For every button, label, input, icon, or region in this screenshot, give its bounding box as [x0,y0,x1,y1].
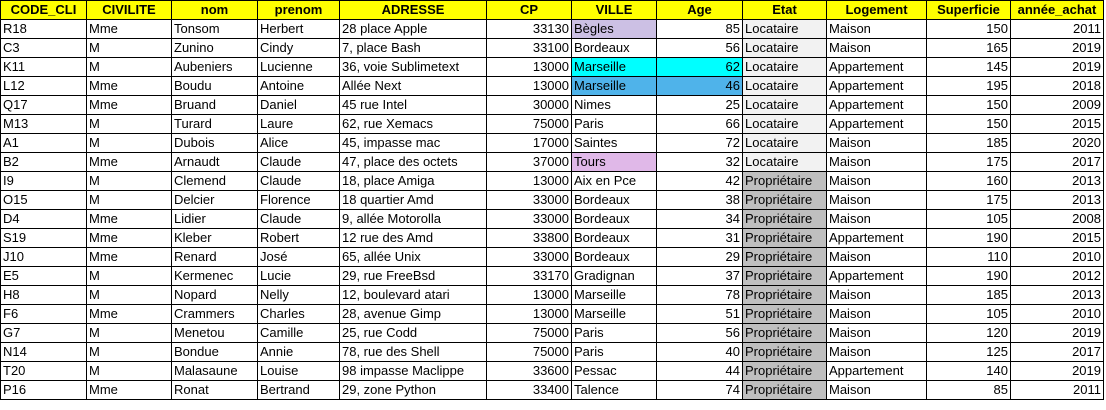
cell-adresse[interactable]: 18 quartier Amd [340,191,487,210]
cell-cp[interactable]: 75000 [487,324,572,343]
cell-cp[interactable]: 13000 [487,286,572,305]
cell-ville[interactable]: Talence [572,381,657,400]
cell-cp[interactable]: 13000 [487,305,572,324]
cell-civilite[interactable]: M [87,134,172,153]
cell-ville[interactable]: Marseille [572,77,657,96]
cell-code-cli[interactable]: C3 [1,39,87,58]
cell-prenom[interactable]: Daniel [258,96,340,115]
cell-adresse[interactable]: 29, zone Python [340,381,487,400]
table-row [1,191,1104,210]
cell-prenom[interactable]: Lucienne [258,58,340,77]
cell-nom[interactable]: Ronat [172,381,258,400]
cell-annee-achat[interactable]: 2009 [1011,96,1104,115]
cell-ville[interactable]: Marseille [572,58,657,77]
cell-logement[interactable]: Maison [827,39,927,58]
cell-etat[interactable]: Locataire [743,134,827,153]
cell-logement[interactable]: Maison [827,210,927,229]
cell-etat[interactable]: Propriétaire [743,362,827,381]
header-annee-achat[interactable]: année_achat [1011,1,1104,20]
table-row [1,324,1104,343]
cell-civilite[interactable]: M [87,343,172,362]
header-cp[interactable]: CP [487,1,572,20]
cell-civilite[interactable]: Mme [87,210,172,229]
cell-age[interactable]: 40 [657,343,743,362]
cell-civilite[interactable]: M [87,39,172,58]
cell-annee-achat[interactable]: 2020 [1011,134,1104,153]
cell-annee-achat[interactable]: 2017 [1011,153,1104,172]
cell-logement[interactable]: Maison [827,343,927,362]
cell-prenom[interactable]: Annie [258,343,340,362]
cell-code-cli[interactable]: N14 [1,343,87,362]
cell-annee-achat[interactable]: 2011 [1011,381,1104,400]
cell-nom[interactable]: Turard [172,115,258,134]
table-row [1,77,1104,96]
cell-logement[interactable]: Appartement [827,362,927,381]
cell-code-cli[interactable]: D4 [1,210,87,229]
cell-logement[interactable]: Appartement [827,267,927,286]
header-age[interactable]: Age [657,1,743,20]
cell-adresse[interactable]: 45 rue Intel [340,96,487,115]
cell-cp[interactable]: 17000 [487,134,572,153]
header-prenom[interactable]: prenom [258,1,340,20]
cell-nom[interactable]: Arnaudt [172,153,258,172]
cell-cp[interactable]: 33130 [487,20,572,39]
cell-superficie[interactable]: 160 [927,172,1011,191]
cell-nom[interactable]: Menetou [172,324,258,343]
cell-ville[interactable]: Bègles [572,20,657,39]
table-row [1,286,1104,305]
cell-logement[interactable]: Appartement [827,58,927,77]
cell-superficie[interactable]: 165 [927,39,1011,58]
cell-etat[interactable]: Propriétaire [743,286,827,305]
header-code-cli[interactable]: CODE_CLI [1,1,87,20]
cell-age[interactable]: 74 [657,381,743,400]
cell-prenom[interactable]: Laure [258,115,340,134]
table-row [1,305,1104,324]
cell-ville[interactable]: Nimes [572,96,657,115]
cell-logement[interactable]: Maison [827,286,927,305]
cell-ville[interactable]: Bordeaux [572,191,657,210]
cell-annee-achat[interactable]: 2019 [1011,324,1104,343]
table-row [1,248,1104,267]
cell-civilite[interactable]: Mme [87,96,172,115]
table-row [1,172,1104,191]
cell-prenom[interactable]: Louise [258,362,340,381]
cell-prenom[interactable]: Herbert [258,20,340,39]
cell-adresse[interactable]: 18, place Amiga [340,172,487,191]
cell-etat[interactable]: Propriétaire [743,248,827,267]
cell-logement[interactable]: Maison [827,305,927,324]
cell-nom[interactable]: Renard [172,248,258,267]
cell-code-cli[interactable]: S19 [1,229,87,248]
cell-adresse[interactable]: 29, rue FreeBsd [340,267,487,286]
cell-prenom[interactable]: Camille [258,324,340,343]
cell-ville[interactable]: Saintes [572,134,657,153]
cell-superficie[interactable]: 190 [927,267,1011,286]
cell-cp[interactable]: 75000 [487,343,572,362]
cell-nom[interactable]: Zunino [172,39,258,58]
cell-nom[interactable]: Delcier [172,191,258,210]
cell-nom[interactable]: Clemend [172,172,258,191]
cell-civilite[interactable]: M [87,58,172,77]
cell-adresse[interactable]: 65, allée Unix [340,248,487,267]
cell-logement[interactable]: Maison [827,381,927,400]
cell-civilite[interactable]: Mme [87,248,172,267]
table-row [1,210,1104,229]
cell-superficie[interactable]: 150 [927,96,1011,115]
cell-prenom[interactable]: José [258,248,340,267]
cell-cp[interactable]: 33170 [487,267,572,286]
cell-annee-achat[interactable]: 2010 [1011,248,1104,267]
cell-adresse[interactable]: 62, rue Xemacs [340,115,487,134]
cell-superficie[interactable]: 195 [927,77,1011,96]
cell-code-cli[interactable]: H8 [1,286,87,305]
cell-superficie[interactable]: 110 [927,248,1011,267]
cell-etat[interactable]: Propriétaire [743,267,827,286]
cell-adresse[interactable]: 98 impasse Maclippe [340,362,487,381]
header-superficie[interactable]: Superficie [927,1,1011,20]
table-row [1,362,1104,381]
cell-age[interactable]: 42 [657,172,743,191]
cell-cp[interactable]: 33600 [487,362,572,381]
cell-civilite[interactable]: Mme [87,229,172,248]
cell-adresse[interactable]: 36, voie Sublimetext [340,58,487,77]
cell-nom[interactable]: Bruand [172,96,258,115]
cell-code-cli[interactable]: K11 [1,58,87,77]
cell-code-cli[interactable]: J10 [1,248,87,267]
cell-age[interactable]: 38 [657,191,743,210]
cell-civilite[interactable]: M [87,191,172,210]
cell-etat[interactable]: Propriétaire [743,229,827,248]
cell-superficie[interactable]: 150 [927,115,1011,134]
cell-age[interactable]: 34 [657,210,743,229]
cell-adresse[interactable]: 12 rue des Amd [340,229,487,248]
table-row [1,96,1104,115]
table-row [1,39,1104,58]
cell-annee-achat[interactable]: 2019 [1011,39,1104,58]
cell-adresse[interactable]: 9, allée Motorolla [340,210,487,229]
cell-nom[interactable]: Nopard [172,286,258,305]
cell-etat[interactable]: Propriétaire [743,210,827,229]
cell-code-cli[interactable]: L12 [1,77,87,96]
cell-civilite[interactable]: M [87,362,172,381]
cell-cp[interactable]: 13000 [487,58,572,77]
cell-code-cli[interactable]: P16 [1,381,87,400]
cell-etat[interactable]: Locataire [743,20,827,39]
cell-ville[interactable]: Bordeaux [572,248,657,267]
cell-prenom[interactable]: Nelly [258,286,340,305]
cell-code-cli[interactable]: T20 [1,362,87,381]
cell-logement[interactable]: Maison [827,172,927,191]
cell-ville[interactable]: Marseille [572,305,657,324]
cell-ville[interactable]: Paris [572,115,657,134]
cell-ville[interactable]: Paris [572,324,657,343]
header-logement[interactable]: Logement [827,1,927,20]
cell-civilite[interactable]: M [87,324,172,343]
cell-ville[interactable]: Marseille [572,286,657,305]
cell-ville[interactable]: Aix en Pce [572,172,657,191]
cell-etat[interactable]: Locataire [743,153,827,172]
cell-annee-achat[interactable]: 2015 [1011,229,1104,248]
cell-etat[interactable]: Propriétaire [743,381,827,400]
cell-superficie[interactable]: 105 [927,305,1011,324]
cell-nom[interactable]: Kermenec [172,267,258,286]
table-row [1,58,1104,77]
cell-prenom[interactable]: Claude [258,210,340,229]
cell-superficie[interactable]: 120 [927,324,1011,343]
cell-nom[interactable]: Boudu [172,77,258,96]
cell-logement[interactable]: Maison [827,20,927,39]
cell-prenom[interactable]: Claude [258,153,340,172]
cell-civilite[interactable]: M [87,267,172,286]
cell-cp[interactable]: 33000 [487,191,572,210]
cell-logement[interactable]: Appartement [827,96,927,115]
cell-superficie[interactable]: 145 [927,58,1011,77]
cell-age[interactable]: 72 [657,134,743,153]
cell-nom[interactable]: Malasaune [172,362,258,381]
table-row [1,20,1104,39]
table-row [1,267,1104,286]
cell-nom[interactable]: Dubois [172,134,258,153]
cell-code-cli[interactable]: F6 [1,305,87,324]
cell-annee-achat[interactable]: 2018 [1011,77,1104,96]
cell-civilite[interactable]: M [87,115,172,134]
cell-civilite[interactable]: Mme [87,77,172,96]
cell-superficie[interactable]: 150 [927,20,1011,39]
cell-superficie[interactable]: 185 [927,286,1011,305]
header-adresse[interactable]: ADRESSE [340,1,487,20]
cell-code-cli[interactable]: Q17 [1,96,87,115]
cell-nom[interactable]: Aubeniers [172,58,258,77]
table-row [1,115,1104,134]
table-row [1,229,1104,248]
cell-ville[interactable]: Paris [572,343,657,362]
cell-superficie[interactable]: 175 [927,153,1011,172]
cell-adresse[interactable]: 45, impasse mac [340,134,487,153]
cell-code-cli[interactable]: B2 [1,153,87,172]
cell-cp[interactable]: 13000 [487,172,572,191]
cell-annee-achat[interactable]: 2013 [1011,172,1104,191]
cell-prenom[interactable]: Alice [258,134,340,153]
cell-logement[interactable]: Maison [827,153,927,172]
cell-superficie[interactable]: 105 [927,210,1011,229]
cell-code-cli[interactable]: G7 [1,324,87,343]
cell-logement[interactable]: Maison [827,191,927,210]
header-row [1,1,1104,20]
cell-superficie[interactable]: 190 [927,229,1011,248]
cell-prenom[interactable]: Antoine [258,77,340,96]
cell-adresse[interactable]: 7, place Bash [340,39,487,58]
header-civilite[interactable]: CIVILITE [87,1,172,20]
cell-logement[interactable]: Appartement [827,77,927,96]
table-row [1,381,1104,400]
cell-annee-achat[interactable]: 2013 [1011,286,1104,305]
cell-logement[interactable]: Maison [827,324,927,343]
cell-age[interactable]: 31 [657,229,743,248]
cell-age[interactable]: 37 [657,267,743,286]
cell-age[interactable]: 78 [657,286,743,305]
cell-etat[interactable]: Propriétaire [743,191,827,210]
cell-etat[interactable]: Locataire [743,115,827,134]
cell-etat[interactable]: Propriétaire [743,324,827,343]
cell-cp[interactable]: 37000 [487,153,572,172]
cell-prenom[interactable]: Claude [258,172,340,191]
cell-etat[interactable]: Propriétaire [743,343,827,362]
cell-prenom[interactable]: Bertrand [258,381,340,400]
cell-code-cli[interactable]: A1 [1,134,87,153]
cell-age[interactable]: 56 [657,39,743,58]
header-etat[interactable]: Etat [743,1,827,20]
header-nom[interactable]: nom [172,1,258,20]
cell-age[interactable]: 29 [657,248,743,267]
cell-age[interactable]: 44 [657,362,743,381]
cell-nom[interactable]: Kleber [172,229,258,248]
cell-superficie[interactable]: 85 [927,381,1011,400]
cell-nom[interactable]: Bondue [172,343,258,362]
cell-cp[interactable]: 33800 [487,229,572,248]
cell-adresse[interactable]: Allée Next [340,77,487,96]
cell-prenom[interactable]: Florence [258,191,340,210]
cell-ville[interactable]: Tours [572,153,657,172]
cell-annee-achat[interactable]: 2012 [1011,267,1104,286]
cell-logement[interactable]: Appartement [827,115,927,134]
cell-civilite[interactable]: Mme [87,153,172,172]
cell-code-cli[interactable]: O15 [1,191,87,210]
cell-annee-achat[interactable]: 2017 [1011,343,1104,362]
cell-prenom[interactable]: Cindy [258,39,340,58]
cell-adresse[interactable]: 12, boulevard atari [340,286,487,305]
cell-ville[interactable]: Bordeaux [572,229,657,248]
cell-superficie[interactable]: 175 [927,191,1011,210]
cell-etat[interactable]: Locataire [743,77,827,96]
cell-code-cli[interactable]: R18 [1,20,87,39]
cell-etat[interactable]: Locataire [743,39,827,58]
cell-civilite[interactable]: Mme [87,381,172,400]
cell-age[interactable]: 32 [657,153,743,172]
cell-superficie[interactable]: 185 [927,134,1011,153]
cell-superficie[interactable]: 140 [927,362,1011,381]
cell-adresse[interactable]: 28, avenue Gimp [340,305,487,324]
cell-logement[interactable]: Maison [827,248,927,267]
header-ville[interactable]: VILLE [572,1,657,20]
cell-age[interactable]: 46 [657,77,743,96]
cell-civilite[interactable]: M [87,286,172,305]
cell-age[interactable]: 66 [657,115,743,134]
table-row [1,343,1104,362]
cell-cp[interactable]: 33400 [487,381,572,400]
cell-age[interactable]: 85 [657,20,743,39]
cell-annee-achat[interactable]: 2013 [1011,191,1104,210]
cell-cp[interactable]: 30000 [487,96,572,115]
cell-annee-achat[interactable]: 2015 [1011,115,1104,134]
cell-prenom[interactable]: Robert [258,229,340,248]
cell-cp[interactable]: 33000 [487,210,572,229]
table-row [1,134,1104,153]
cell-ville[interactable]: Bordeaux [572,39,657,58]
table-row [1,153,1104,172]
cell-annee-achat[interactable]: 2019 [1011,58,1104,77]
cell-logement[interactable]: Appartement [827,229,927,248]
cell-annee-achat[interactable]: 2011 [1011,20,1104,39]
cell-adresse[interactable]: 47, place des octets [340,153,487,172]
cell-cp[interactable]: 75000 [487,115,572,134]
cell-prenom[interactable]: Charles [258,305,340,324]
cell-nom[interactable]: Tonsom [172,20,258,39]
cell-etat[interactable]: Locataire [743,58,827,77]
cell-age[interactable]: 51 [657,305,743,324]
cell-age[interactable]: 56 [657,324,743,343]
cell-age[interactable]: 62 [657,58,743,77]
cell-annee-achat[interactable]: 2010 [1011,305,1104,324]
cell-adresse[interactable]: 25, rue Codd [340,324,487,343]
cell-cp[interactable]: 13000 [487,77,572,96]
cell-age[interactable]: 25 [657,96,743,115]
cell-ville[interactable]: Gradignan [572,267,657,286]
cell-code-cli[interactable]: M13 [1,115,87,134]
cell-adresse[interactable]: 28 place Apple [340,20,487,39]
cell-logement[interactable]: Maison [827,134,927,153]
cell-etat[interactable]: Propriétaire [743,172,827,191]
cell-cp[interactable]: 33100 [487,39,572,58]
cell-civilite[interactable]: Mme [87,20,172,39]
cell-civilite[interactable]: M [87,172,172,191]
cell-annee-achat[interactable]: 2019 [1011,362,1104,381]
cell-nom[interactable]: Crammers [172,305,258,324]
cell-code-cli[interactable]: E5 [1,267,87,286]
cell-prenom[interactable]: Lucie [258,267,340,286]
cell-etat[interactable]: Propriétaire [743,305,827,324]
cell-nom[interactable]: Lidier [172,210,258,229]
cell-adresse[interactable]: 78, rue des Shell [340,343,487,362]
cell-civilite[interactable]: Mme [87,305,172,324]
cell-superficie[interactable]: 125 [927,343,1011,362]
cell-ville[interactable]: Bordeaux [572,210,657,229]
cell-ville[interactable]: Pessac [572,362,657,381]
cell-annee-achat[interactable]: 2008 [1011,210,1104,229]
cell-code-cli[interactable]: I9 [1,172,87,191]
cell-etat[interactable]: Locataire [743,96,827,115]
table-body [1,20,1104,400]
cell-cp[interactable]: 33000 [487,248,572,267]
